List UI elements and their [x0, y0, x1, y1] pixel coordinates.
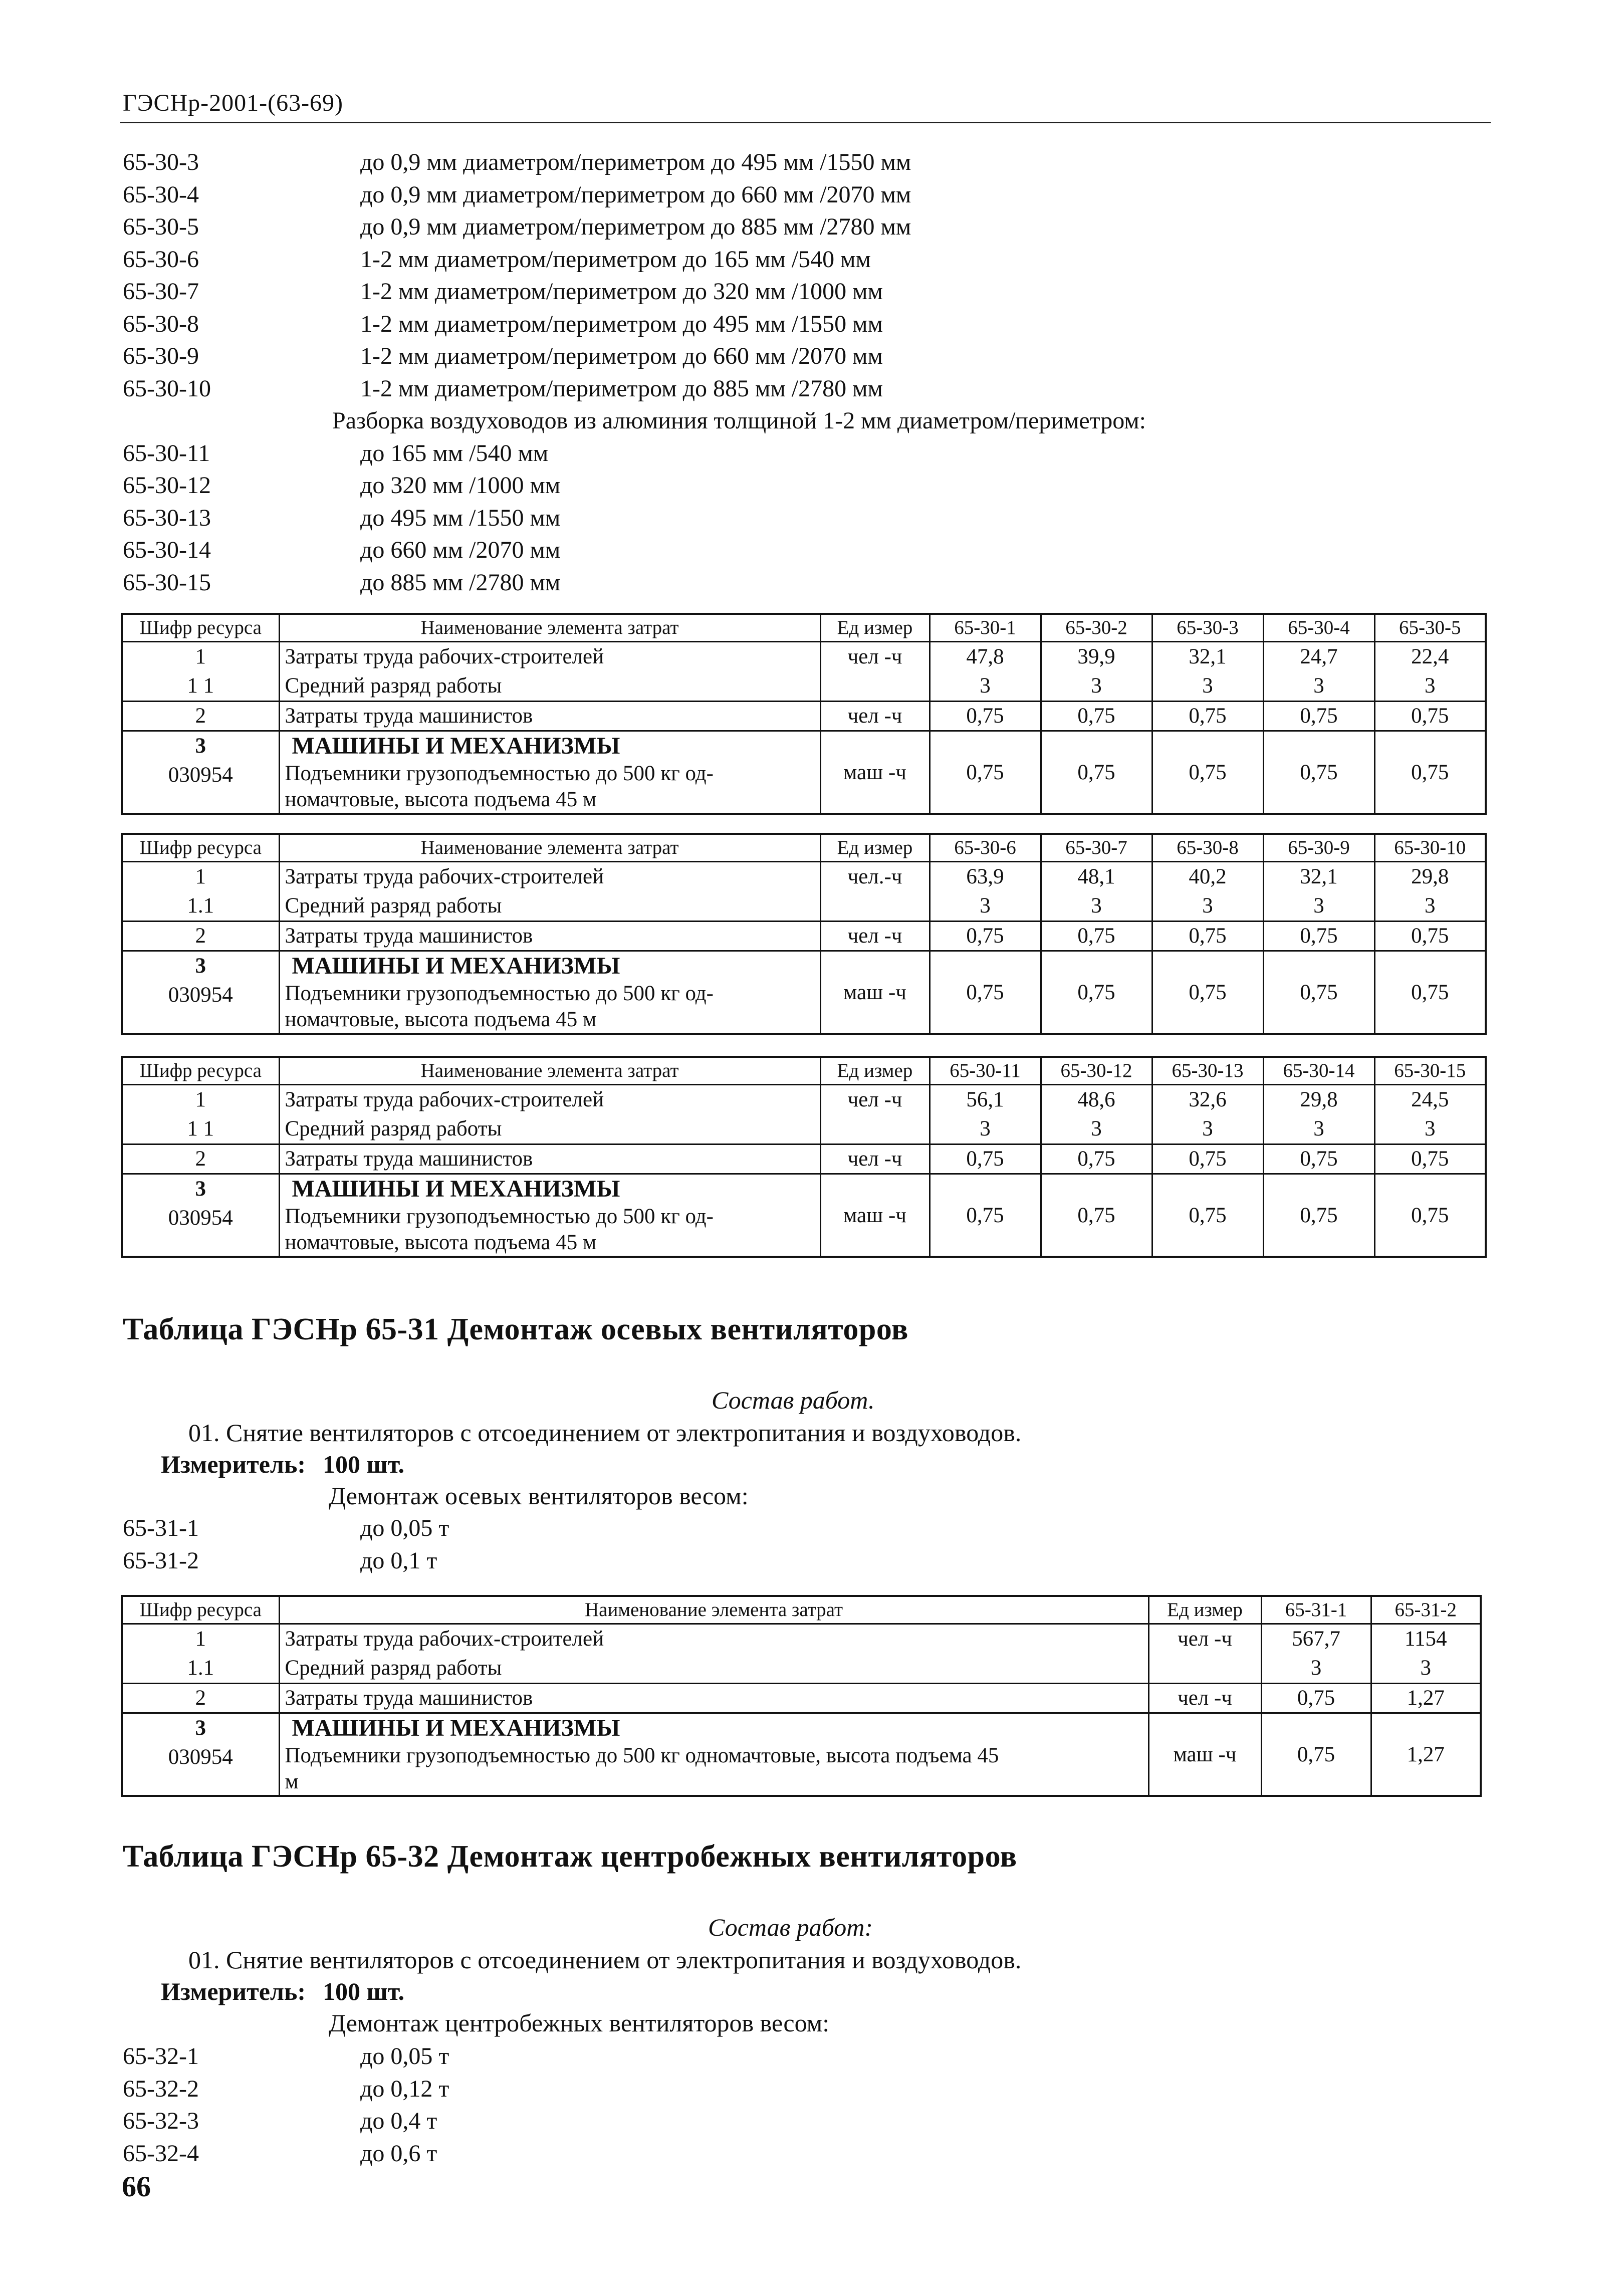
table-header-row: [122, 1057, 1486, 1085]
col-header-rate: 65-30-5: [1374, 614, 1486, 642]
section-heading: МАШИНЫ И МЕХАНИЗМЫ: [292, 1715, 620, 1741]
col-header-rate: 65-30-13: [1152, 1057, 1263, 1085]
table-row: [122, 1085, 1486, 1144]
unit-cell: маш -ч: [820, 731, 930, 814]
value-cell: 24,7: [1300, 645, 1338, 668]
section-heading: МАШИНЫ И МЕХАНИЗМЫ: [292, 733, 620, 759]
cost-item-name: Затраты труда рабочих-строителей: [285, 1627, 604, 1651]
unit-cell: чел -ч: [820, 1144, 930, 1174]
table-row: [122, 702, 1486, 731]
col-header-name: Наименование элемента затрат: [279, 834, 820, 862]
value-cell: 0,75: [1261, 1713, 1371, 1796]
resource-code: 2: [122, 1144, 279, 1174]
work-step: 01. Снятие вентиляторов с отсоединением от электропитания и воздуховодов.: [188, 1946, 1022, 1974]
unit-cell: чел -ч: [820, 702, 930, 731]
value-cell: 0,75: [930, 951, 1041, 1034]
resource-code: 1: [195, 645, 206, 668]
col-header-rate: 65-30-12: [1041, 1057, 1152, 1085]
cost-item-name: Средний разряд работы: [285, 1117, 502, 1140]
table-header-row: [122, 834, 1486, 862]
value-cell: 3: [1420, 1656, 1431, 1680]
value-cell: 47,8: [966, 645, 1004, 668]
col-header-rate: 65-30-14: [1263, 1057, 1374, 1085]
col-header-rate: 65-30-11: [930, 1057, 1041, 1085]
table-header-row: [122, 1596, 1481, 1624]
table-row: [122, 1624, 1481, 1684]
table-row: [122, 1174, 1486, 1257]
value-cell: 0,75: [1152, 951, 1263, 1034]
value-cell: 0,75: [1041, 702, 1152, 731]
value-cell: 0,75: [1374, 1144, 1486, 1174]
cost-item-name: Затраты труда машинистов: [279, 1144, 820, 1174]
cost-item-name: м: [285, 1770, 299, 1793]
cost-item-name: Средний разряд работы: [285, 674, 502, 698]
col-header-rate: 65-30-10: [1374, 834, 1486, 862]
value-cell: 24,5: [1411, 1088, 1449, 1111]
value-cell: 3: [980, 1117, 991, 1140]
value-cell: 29,8: [1411, 865, 1449, 888]
value-cell: 3: [1313, 1117, 1324, 1140]
table-row: [122, 922, 1486, 951]
unit-cell: чел -ч: [847, 645, 902, 668]
table-row: [122, 1713, 1481, 1796]
value-cell: 3: [1091, 1117, 1102, 1140]
value-cell: 0,75: [930, 1174, 1041, 1257]
unit-cell: маш -ч: [1148, 1713, 1261, 1796]
value-cell: 0,75: [1374, 731, 1486, 814]
unit-cell: маш -ч: [820, 1174, 930, 1257]
col-header-rate: 65-30-9: [1263, 834, 1374, 862]
value-cell: 3: [1202, 894, 1213, 918]
resource-code: 1 1: [187, 1117, 214, 1140]
value-cell: 3: [1425, 1117, 1436, 1140]
table-row: [122, 731, 1486, 814]
cost-item-name: Затраты труда рабочих-строителей: [285, 645, 604, 668]
value-cell: 32,1: [1189, 645, 1227, 668]
subheading: Демонтаж осевых вентиляторов весом:: [329, 1482, 749, 1510]
col-header-unit: Ед измер: [820, 614, 930, 642]
value-cell: 48,1: [1077, 865, 1115, 888]
col-header-rate: 65-30-7: [1041, 834, 1152, 862]
value-cell: 56,1: [966, 1088, 1004, 1111]
table-row: [122, 1684, 1481, 1713]
value-cell: 0,75: [1374, 951, 1486, 1034]
value-cell: 0,75: [1263, 702, 1374, 731]
value-cell: 40,2: [1189, 865, 1227, 888]
col-header-code: Шифр ресурса: [122, 1057, 279, 1085]
unit-cell: чел -ч: [847, 1088, 902, 1111]
work-composition-title: Состав работ.: [712, 1386, 875, 1414]
value-cell: 3: [1425, 674, 1436, 698]
value-cell: 0,75: [1041, 731, 1152, 814]
work-step: 01. Снятие вентиляторов с отсоединением от электропитания и воздуховодов.: [188, 1419, 1022, 1447]
resource-code: 030954: [168, 983, 233, 1007]
value-cell: 3: [1091, 894, 1102, 918]
resource-code: 2: [122, 1684, 279, 1713]
resource-code: 1: [195, 1088, 206, 1111]
resource-code: 1: [195, 1627, 206, 1651]
resource-table-65-30-1-5: [121, 613, 1487, 815]
value-cell: 0,75: [1041, 922, 1152, 951]
cost-item-name: номачтовые, высота подъема 45 м: [285, 1231, 597, 1254]
value-cell: 1154: [1405, 1627, 1447, 1651]
value-cell: 63,9: [966, 865, 1004, 888]
document-page: ГЭСНр-2001-(63-69) 65-30-3 до 0,9 мм диаметром/периметром до 495 мм /1550 мм 65-30-4 до 0,9 мм диаметром/периметром до 660 мм /2070 мм 65-30-5 до 0,9 мм диаметром/периметром до 885 мм /2780 мм 65-30-6 1-2 мм диаметром/периметром до 165 мм /540 мм 65-30-7 1-2 мм диаметром/периметром до 320 мм /1000 мм 65-30-8 1-2 мм диаметром/периметром до 495 мм /1550 мм 65-30-9 1-2 мм диаметром/периметром до 660 мм /2070 мм 65-30-10 1-2 мм диаметром/периметром до 885 мм /2780 мм Разборка воздуховодов из алюминия толщиной 1-2 мм диаметром/периметром: 65-30-11 до 165 мм /540 мм 65-30-12 до 320 мм /1000 мм 65-30-13 до 495 мм /1550 мм 65-30-14 до 660 мм /2070 мм 65-30-15 до 885 мм /2780 мм Шифр ресурса Наименование элемента затрат Ед измер 65-30-1 65-30-2 65-30-3 65-30-4 65-30-5 1 1 1 Затраты труда рабочих-строителей Средний разряд работы чел -ч 47,8 3 39,9 3 32,1 3 24,7 3 22,4 3 2 Затраты труда машинистов чел -ч 0,75 0,75 0,75 0,75 0,75 3 030954 МАШИНЫ И МЕХАНИЗМЫ Подъемники грузоподъемностью до 500 кг од- номачтовые, высота подъема 45 м маш -ч 0,75 0,75 0,75 0,75 0,75 Шифр ресурса Наименование элемента затрат Ед измер 65-30-6 65-30-7 65-30-8 65-30-9 65-30-10 1 1.1 Затраты труда рабочих-строителей Средний разряд работы чел.-ч 63,9 3 48,1 3 40,2 3 32,1 3 29,8 3 2 Затраты труда машинистов чел -ч 0,75 0,75 0,75 0,75 0,75 3 030954 МАШИНЫ И МЕХАНИЗМЫ Подъемники грузоподъемностью до 500 кг од- номачтовые, высота подъема 45 м маш -ч 0,75 0,75 0,75 0,75 0,75 Шифр ресурса Наименование элемента затрат Ед измер 65-30-11 65-30-12 65-30-13 65-30-14 65-30-15 1 1 1 Затраты труда рабочих-строителей Средний разряд работы чел -ч 56,1 3 48,6 3 32,6 3 29,8 3 24,5 3 2 Затраты труда машинистов чел -ч 0,75 0,75 0,75 0,75 0,75 3 030954 МАШИНЫ И МЕХАНИЗМЫ Подъемники грузоподъемностью до 500 кг од- номачтовые, высота подъема 45 м маш -ч 0,75 0,75 0,75 0,75 0,75 Таблица ГЭСНр 65-31 Демонтаж осевых вентиляторов Состав работ. 01. Снятие вентиляторов с отсоединением от электропитания и воздуховодов. Измеритель: 100 шт. Демонтаж осевых вентиляторов весом: 65-31-1 до 0,05 т 65-31-2 до 0,1 т Шифр ресурса Наименование элемента затрат Ед измер 65-31-1 65-31-2 1 1.1 Затраты труда рабочих-строителей Средний разряд работы чел -ч 567,7 3 1154 3 2 Затраты труда машинистов чел -ч 0,75 1,27 3 030954 МАШИНЫ И МЕХАНИЗМЫ Подъемники грузоподъемностью до 500 кг одномачтовые, высота подъема 45 м маш -ч 0,75 1,27 Таблица ГЭСНр 65-32 Демонтаж центробежных вентиляторов Состав работ: 01. Снятие вентиляторов с отсоединением от электропитания и воздуховодов. Измеритель: 100 шт. Демонтаж центробежных вентиляторов весом: 65-32-1 до 0,05 т 65-32-2 до 0,12 т 65-32-3 до 0,4 т 65-32-4 до 0,6 т 66: [0, 0, 1624, 2293]
resource-code: 2: [122, 702, 279, 731]
value-cell: 48,6: [1077, 1088, 1115, 1111]
resource-code: 3: [195, 734, 206, 758]
header-divider: [120, 122, 1491, 123]
value-cell: 0,75: [1152, 1144, 1263, 1174]
table-row: [122, 862, 1486, 922]
col-header-rate: 65-30-8: [1152, 834, 1263, 862]
col-header-rate: 65-30-2: [1041, 614, 1152, 642]
value-cell: 0,75: [1152, 731, 1263, 814]
value-cell: 0,75: [1263, 731, 1374, 814]
col-header-rate: 65-31-1: [1261, 1596, 1371, 1624]
resource-code: 3: [195, 1716, 206, 1740]
section-heading: МАШИНЫ И МЕХАНИЗМЫ: [292, 953, 620, 979]
value-cell: 3: [1310, 1656, 1322, 1680]
section-title-65-32: Таблица ГЭСНр 65-32 Демонтаж центробежных вентиляторов: [123, 1840, 1017, 1874]
value-cell: 0,75: [930, 1144, 1041, 1174]
col-header-rate: 65-30-1: [930, 614, 1041, 642]
value-cell: 1,27: [1371, 1713, 1481, 1796]
value-cell: 39,9: [1077, 645, 1115, 668]
table-row: [122, 1144, 1486, 1174]
value-cell: 0,75: [930, 922, 1041, 951]
col-header-code: Шифр ресурса: [122, 1596, 279, 1624]
col-header-unit: Ед измер: [820, 834, 930, 862]
value-cell: 3: [1202, 1117, 1213, 1140]
value-cell: 0,75: [1152, 922, 1263, 951]
value-cell: 0,75: [1263, 922, 1374, 951]
value-cell: 0,75: [1041, 1144, 1152, 1174]
cost-item-name: Затраты труда машинистов: [279, 922, 820, 951]
resource-table-65-30-11-15: [121, 1056, 1487, 1258]
value-cell: 0,75: [1263, 1144, 1374, 1174]
col-header-code: Шифр ресурса: [122, 614, 279, 642]
resource-code: 030954: [168, 1206, 233, 1230]
table-header-row: [122, 614, 1486, 642]
resource-code: 1: [195, 865, 206, 888]
col-header-rate: 65-30-3: [1152, 614, 1263, 642]
col-header-name: Наименование элемента затрат: [279, 1057, 820, 1085]
value-cell: 3: [1425, 894, 1436, 918]
value-cell: 0,75: [930, 702, 1041, 731]
col-header-rate: 65-30-15: [1374, 1057, 1486, 1085]
cost-item-name: Затраты труда машинистов: [279, 702, 820, 731]
resource-code: 030954: [168, 1745, 233, 1769]
resource-code: 3: [195, 1177, 206, 1201]
resource-table-65-31: [121, 1595, 1482, 1797]
value-cell: 0,75: [1374, 1174, 1486, 1257]
cost-item-name: Средний разряд работы: [285, 894, 502, 918]
unit-cell: чел -ч: [1148, 1684, 1261, 1713]
col-header-rate: 65-30-4: [1263, 614, 1374, 642]
value-cell: 3: [1202, 674, 1213, 698]
meter-value: 100 шт.: [323, 1450, 405, 1478]
table-row: [122, 951, 1486, 1034]
value-cell: 0,75: [1263, 1174, 1374, 1257]
col-header-unit: Ед измер: [820, 1057, 930, 1085]
unit-cell: чел -ч: [820, 922, 930, 951]
section-heading: МАШИНЫ И МЕХАНИЗМЫ: [292, 1176, 620, 1202]
resource-code: 1.1: [187, 894, 214, 918]
value-cell: 0,75: [1041, 1174, 1152, 1257]
cost-item-name: Средний разряд работы: [285, 1656, 502, 1680]
cost-item-name: Подъемники грузоподъемностью до 500 кг одномачтовые, высота подъема 45: [285, 1744, 999, 1767]
value-cell: 29,8: [1300, 1088, 1338, 1111]
resource-code: 1.1: [187, 1656, 214, 1680]
value-cell: 3: [1091, 674, 1102, 698]
cost-item-name: номачтовые, высота подъема 45 м: [285, 1008, 597, 1031]
cost-item-name: Подъемники грузоподъемностью до 500 кг од-: [285, 982, 714, 1005]
value-cell: 3: [1313, 674, 1324, 698]
document-code-header: ГЭСНр-2001-(63-69): [123, 90, 344, 116]
col-header-code: Шифр ресурса: [122, 834, 279, 862]
table-row: [122, 642, 1486, 702]
value-cell: 1,27: [1371, 1684, 1481, 1713]
value-cell: 0,75: [1041, 951, 1152, 1034]
value-cell: 22,4: [1411, 645, 1449, 668]
value-cell: 0,75: [930, 731, 1041, 814]
unit-cell: чел -ч: [1178, 1627, 1232, 1651]
unit-cell: чел.-ч: [847, 865, 902, 888]
value-cell: 3: [1313, 894, 1324, 918]
value-cell: 0,75: [1263, 951, 1374, 1034]
resource-code: 2: [122, 922, 279, 951]
value-cell: 0,75: [1152, 1174, 1263, 1257]
resource-code: 030954: [168, 763, 233, 787]
resource-code: 1 1: [187, 674, 214, 698]
resource-table-65-30-6-10: [121, 833, 1487, 1035]
section-title-65-31: Таблица ГЭСНр 65-31 Демонтаж осевых вентиляторов: [123, 1312, 908, 1346]
col-header-rate: 65-30-6: [930, 834, 1041, 862]
col-header-name: Наименование элемента затрат: [279, 614, 820, 642]
meter-label: Измеритель:: [161, 1977, 306, 2005]
value-cell: 0,75: [1261, 1684, 1371, 1713]
cost-item-name: Затраты труда рабочих-строителей: [285, 1088, 604, 1111]
value-cell: 0,75: [1152, 702, 1263, 731]
meter-value: 100 шт.: [323, 1977, 405, 2005]
value-cell: 32,1: [1300, 865, 1338, 888]
cost-item-name: Затраты труда рабочих-строителей: [285, 865, 604, 888]
page-number: 66: [122, 2170, 151, 2203]
unit-cell: маш -ч: [820, 951, 930, 1034]
col-header-rate: 65-31-2: [1371, 1596, 1481, 1624]
value-cell: 3: [980, 674, 991, 698]
work-composition-title: Состав работ:: [708, 1913, 873, 1941]
value-cell: 567,7: [1292, 1627, 1340, 1651]
subheading: Демонтаж центробежных вентиляторов весом:: [329, 2009, 830, 2037]
cost-item-name: Затраты труда машинистов: [279, 1684, 1148, 1713]
cost-item-name: номачтовые, высота подъема 45 м: [285, 788, 597, 811]
meter-label: Измеритель:: [161, 1450, 306, 1478]
resource-code: 3: [195, 954, 206, 978]
col-header-unit: Ед измер: [1148, 1596, 1261, 1624]
cost-item-name: Подъемники грузоподъемностью до 500 кг од-: [285, 1205, 714, 1228]
value-cell: 0,75: [1374, 702, 1486, 731]
value-cell: 32,6: [1189, 1088, 1227, 1111]
col-header-name: Наименование элемента затрат: [279, 1596, 1148, 1624]
value-cell: 0,75: [1374, 922, 1486, 951]
cost-item-name: Подъемники грузоподъемностью до 500 кг од-: [285, 762, 714, 785]
value-cell: 3: [980, 894, 991, 918]
